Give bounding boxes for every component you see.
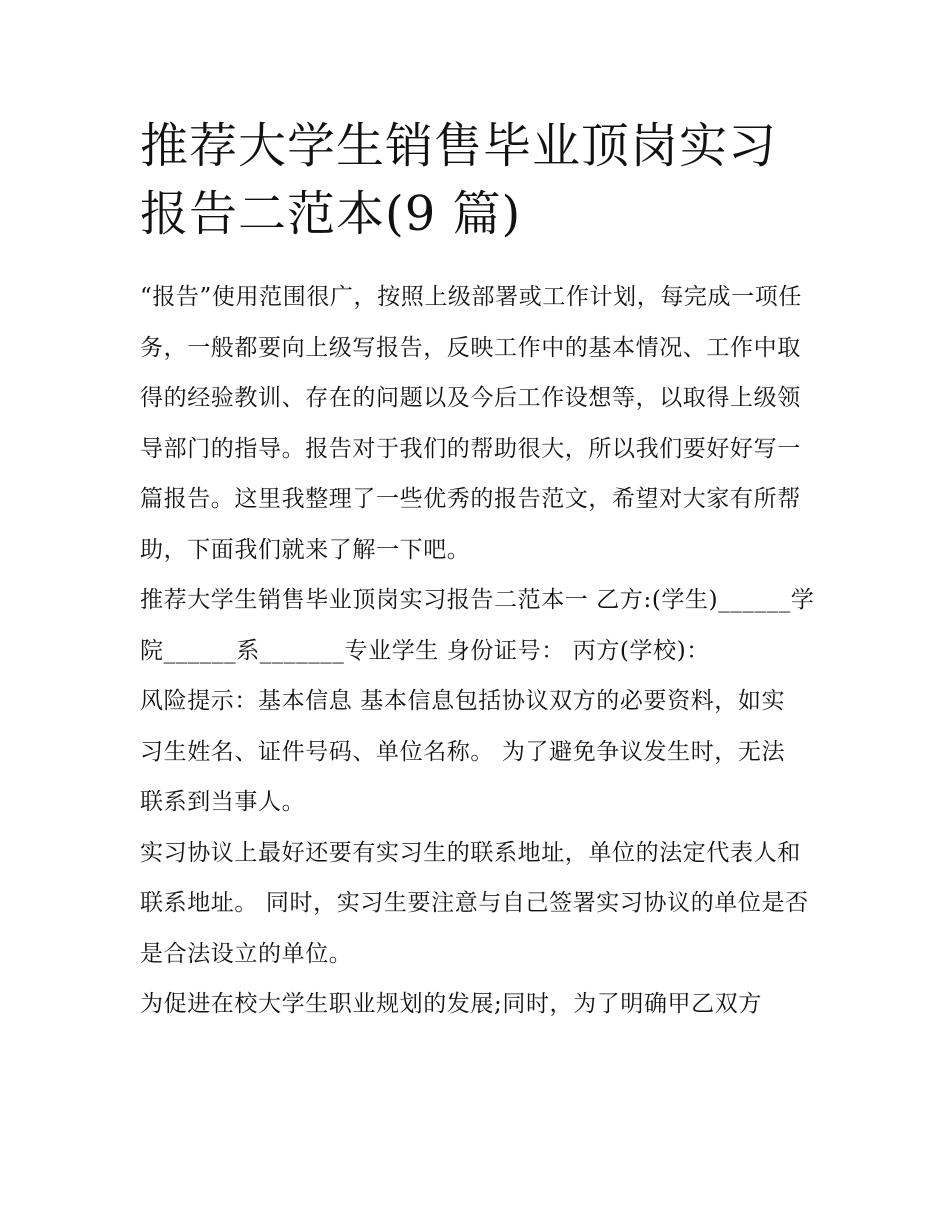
party-info-paragraph: 推荐大学生销售毕业顶岗实习报告二范本一 乙方:(学生)______学院______系_______专业学生 身份证号： 丙方(学校)： xyxy=(140,587,815,664)
intro-paragraph: “报告”使用范围很广，按照上级部署或工作计划，每完成一项任务，一般都要向上级写报告，反映工作中的基本情况、工作中取得的经验教训、存在的问题以及今后工作设想等，以取得上级领导部门的指导。报告对于我们的帮助很大，所以我们要好好写一篇报告。这里我整理了一些优秀的报告范文，希望对大家有所帮助，下面我们就来了解一下吧。 xyxy=(140,284,802,563)
document-title: 推荐大学生销售毕业顶岗实习报告二范本(9 篇) xyxy=(140,118,778,242)
contact-address-paragraph: 实习协议上最好还要有实习生的联系地址，单位的法定代表人和联系地址。 同时，实习生要注意与自己签署实习协议的单位是否是合法设立的单位。 xyxy=(140,839,809,967)
risk-notice-paragraph: 风险提示：基本信息 基本信息包括协议双方的必要资料，如实习生姓名、证件号码、单位名称。 为了避免争议发生时，无法联系到当事人。 xyxy=(140,688,786,815)
document-page xyxy=(140,112,820,1030)
purpose-paragraph: 为促进在校大学生职业规划的发展;同时，为了明确甲乙双方 xyxy=(140,991,762,1017)
